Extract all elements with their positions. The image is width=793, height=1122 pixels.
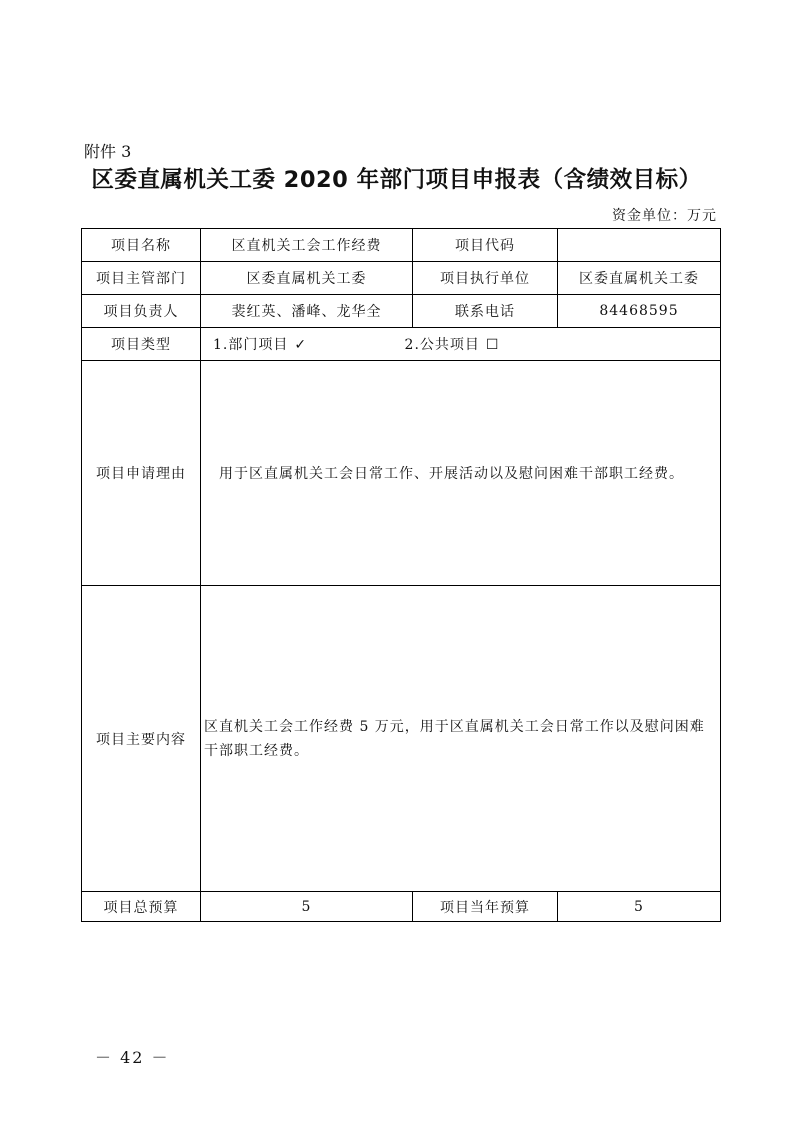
currency-unit: 资金单位：万元 — [612, 208, 717, 224]
dept-label: 项目主管部门 — [82, 262, 201, 295]
total-budget-label: 项目总预算 — [82, 892, 201, 922]
page-title: 区委直属机关工委 2020 年部门项目申报表（含绩效目标） — [91, 167, 702, 193]
table-row — [82, 262, 721, 295]
phone-value: 84468595 — [558, 295, 721, 328]
table-row — [82, 295, 721, 328]
type-option-dept: 1.部门项目 — [213, 337, 289, 353]
dept-value: 区委直属机关工委 — [201, 262, 413, 295]
project-name-value: 区直机关工会工作经费 — [201, 229, 413, 262]
page-number: － 42 － — [95, 1048, 170, 1067]
content-label: 项目主要内容 — [82, 586, 201, 892]
project-code-label: 项目代码 — [413, 229, 558, 262]
year-budget-label: 项目当年预算 — [413, 892, 558, 922]
table-row — [82, 229, 721, 262]
table-row — [82, 892, 721, 922]
table-row — [82, 361, 721, 586]
project-name-label: 项目名称 — [82, 229, 201, 262]
content-value: 区直机关工会工作经费 5 万元，用于区直属机关工会日常工作以及慰问困难干部职工经费。 — [201, 586, 721, 892]
leader-label: 项目负责人 — [82, 295, 201, 328]
exec-unit-label: 项目执行单位 — [413, 262, 558, 295]
leader-value: 裴红英、潘峰、龙华全 — [201, 295, 413, 328]
total-budget-value: 5 — [201, 892, 413, 922]
empty-box-icon: ☐ — [485, 337, 500, 353]
reason-label: 项目申请理由 — [82, 361, 201, 586]
exec-unit-value: 区委直属机关工委 — [558, 262, 721, 295]
project-type-options — [201, 328, 721, 361]
phone-label: 联系电话 — [413, 295, 558, 328]
reason-value: 用于区直属机关工会日常工作、开展活动以及慰问困难干部职工经费。 — [201, 361, 721, 586]
project-code-value — [558, 229, 721, 262]
project-application-table — [81, 228, 721, 922]
check-mark-icon: ✓ — [294, 337, 308, 353]
type-option-public: 2.公共项目 — [404, 337, 480, 353]
year-budget-value: 5 — [558, 892, 721, 922]
project-type-label: 项目类型 — [82, 328, 201, 361]
attachment-label: 附件 3 — [84, 142, 132, 161]
table-row — [82, 586, 721, 892]
table-row — [82, 328, 721, 361]
